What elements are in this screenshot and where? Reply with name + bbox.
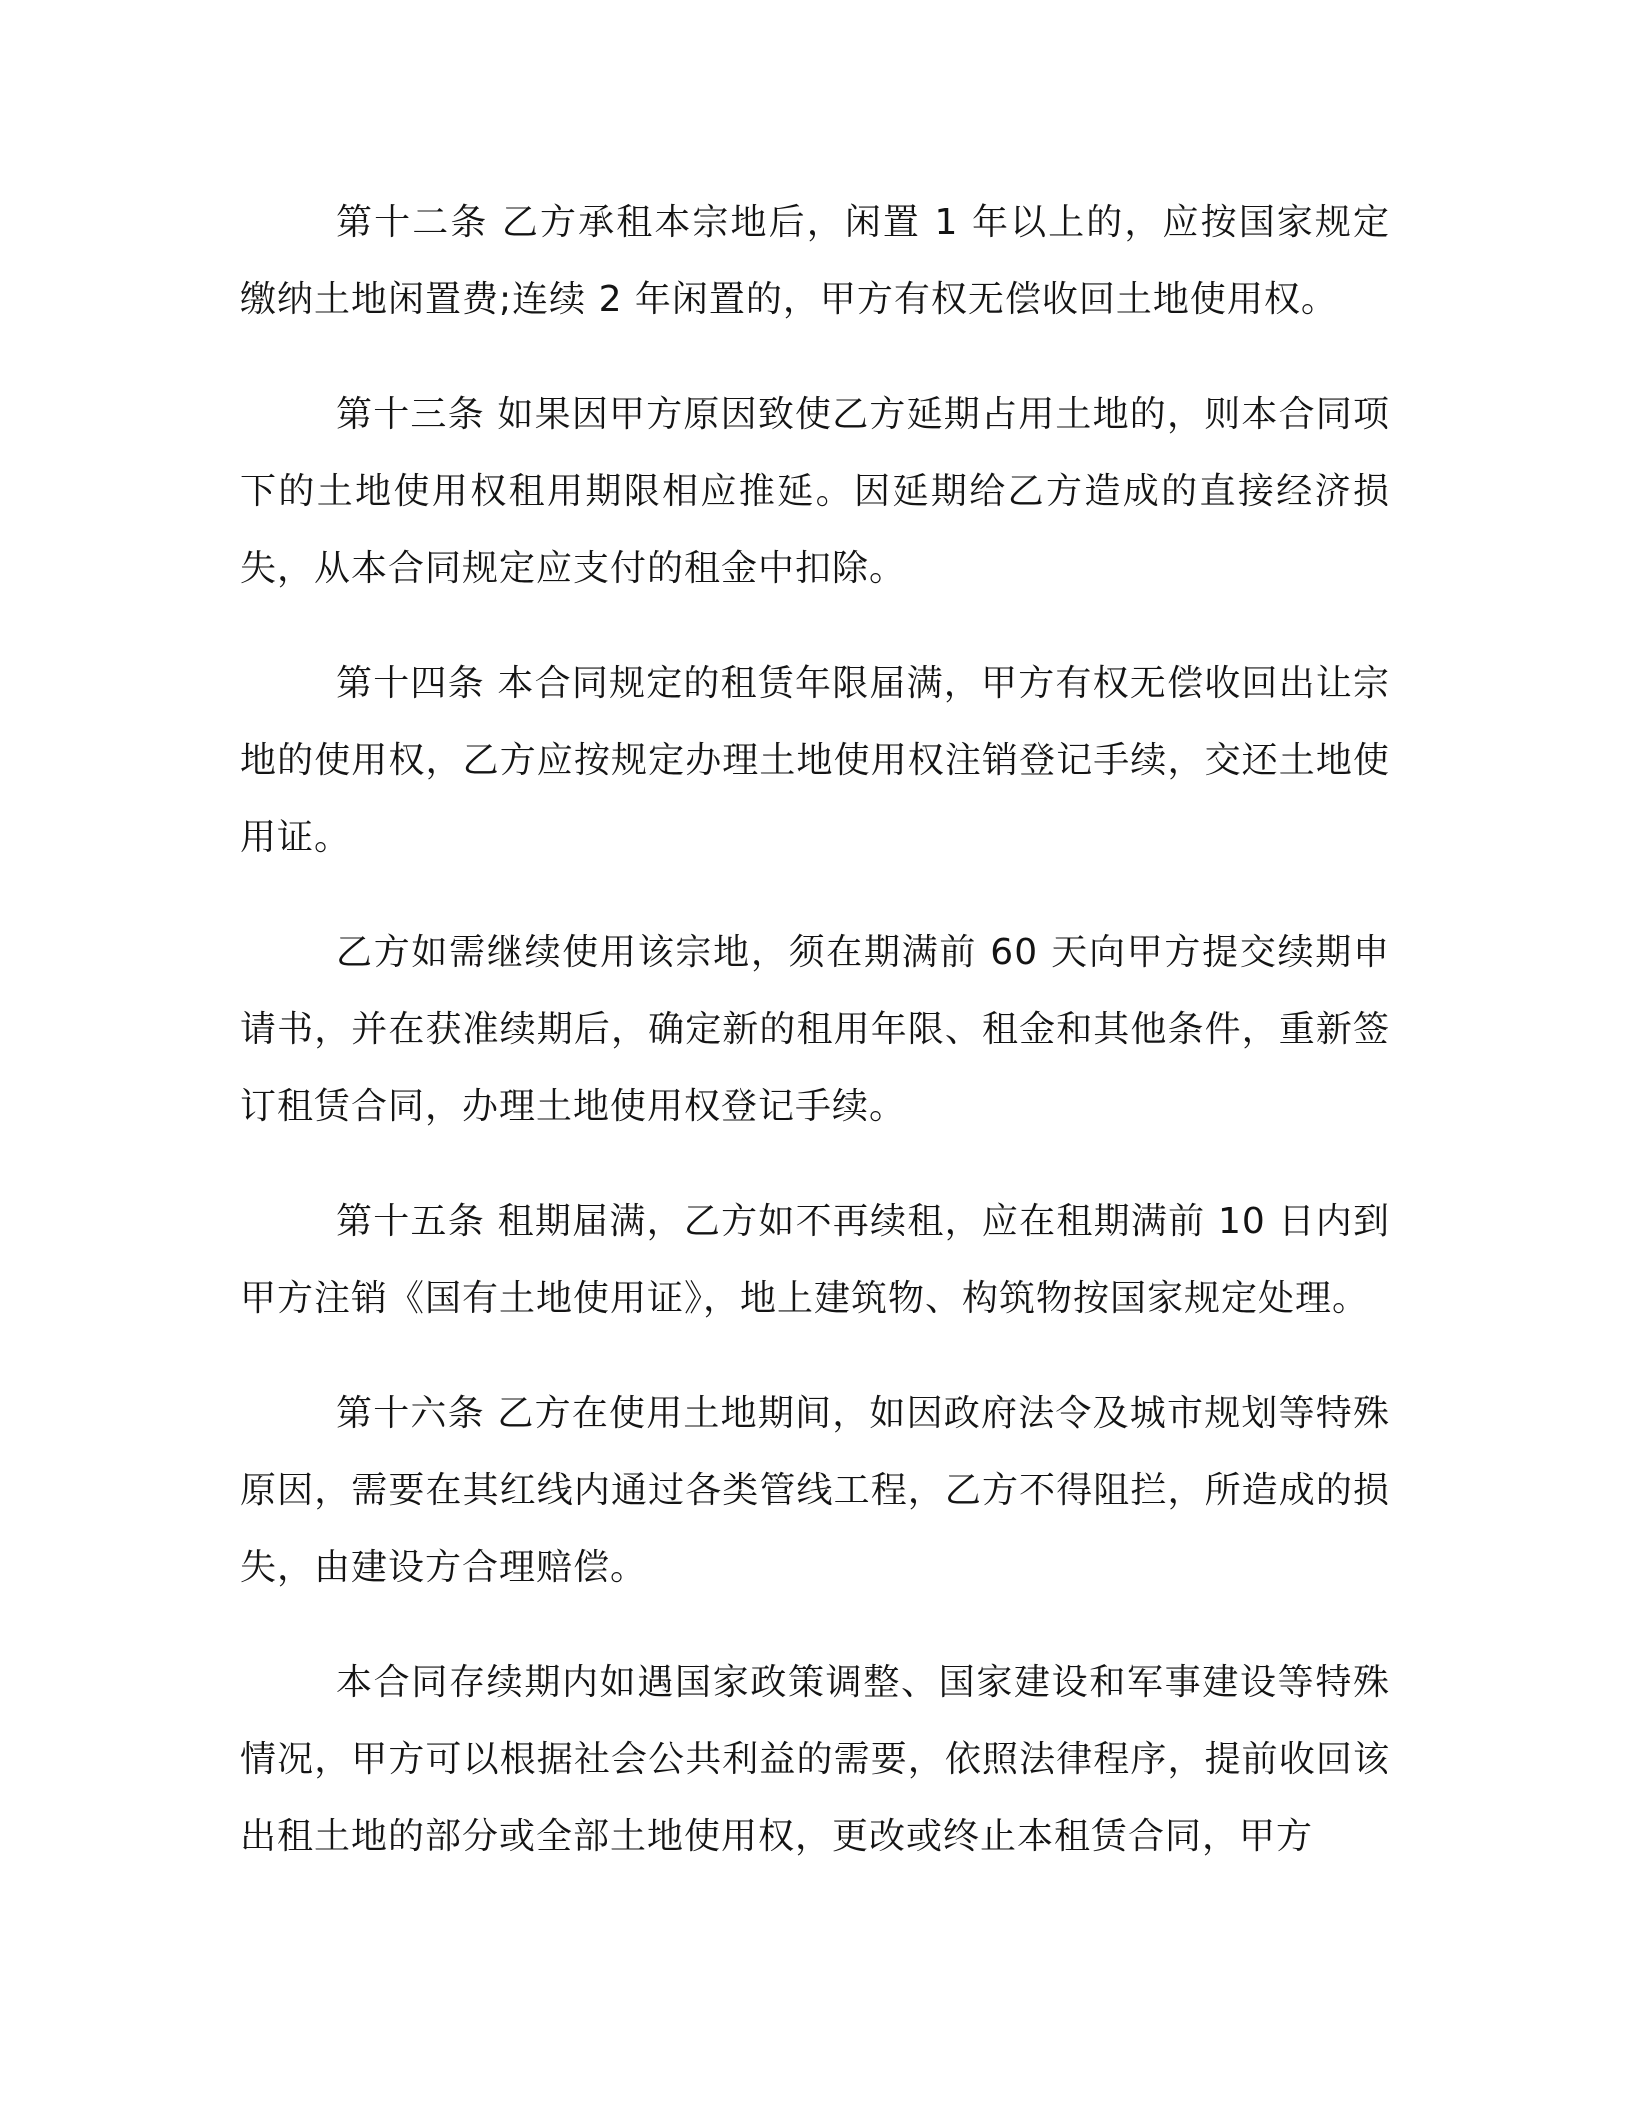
- article-13-paragraph: [240, 376, 1390, 607]
- article-13-text: 第十三条 如果因甲方原因致使乙方延期占用土地的，则本合同项下的土地使用权租用期限相应推延。因延期给乙方造成的直接经济损失，从本合同规定应支付的租金中扣除。: [240, 394, 1390, 589]
- article-16-text: 第十六条 乙方在使用土地期间，如因政府法令及城市规划等特殊原因，需要在其红线内通过各类管线工程，乙方不得阻拦，所造成的损失，由建设方合理赔偿。: [240, 1393, 1390, 1588]
- article-15-text: 第十五条 租期届满，乙方如不再续租，应在租期满前 10 日内到甲方注销《国有土地使用证》，地上建筑物、构筑物按国家规定处理。: [240, 1201, 1390, 1319]
- policy-adjustment-text: 本合同存续期内如遇国家政策调整、国家建设和军事建设等特殊情况，甲方可以根据社会公共利益的需要，依照法律程序，提前收回该出租土地的部分或全部土地使用权，更改或终止本租赁合同，甲方: [240, 1662, 1390, 1857]
- article-12-text: 第十二条 乙方承租本宗地后，闲置 1 年以上的，应按国家规定缴纳土地闲置费;连续 2 年闲置的，甲方有权无偿收回土地使用权。: [240, 202, 1390, 320]
- policy-adjustment-paragraph: [240, 1644, 1390, 1875]
- article-14-paragraph: [240, 645, 1390, 876]
- article-12-paragraph: [240, 184, 1390, 338]
- document-body: [240, 184, 1390, 1913]
- renewal-text: 乙方如需继续使用该宗地，须在期满前 60 天向甲方提交续期申请书，并在获准续期后，确定新的租用年限、租金和其他条件，重新签订租赁合同，办理土地使用权登记手续。: [240, 932, 1390, 1127]
- article-15-paragraph: [240, 1183, 1390, 1337]
- renewal-paragraph: [240, 914, 1390, 1145]
- article-14-text: 第十四条 本合同规定的租赁年限届满，甲方有权无偿收回出让宗地的使用权，乙方应按规定办理土地使用权注销登记手续，交还土地使用证。: [240, 663, 1390, 858]
- article-16-paragraph: [240, 1375, 1390, 1606]
